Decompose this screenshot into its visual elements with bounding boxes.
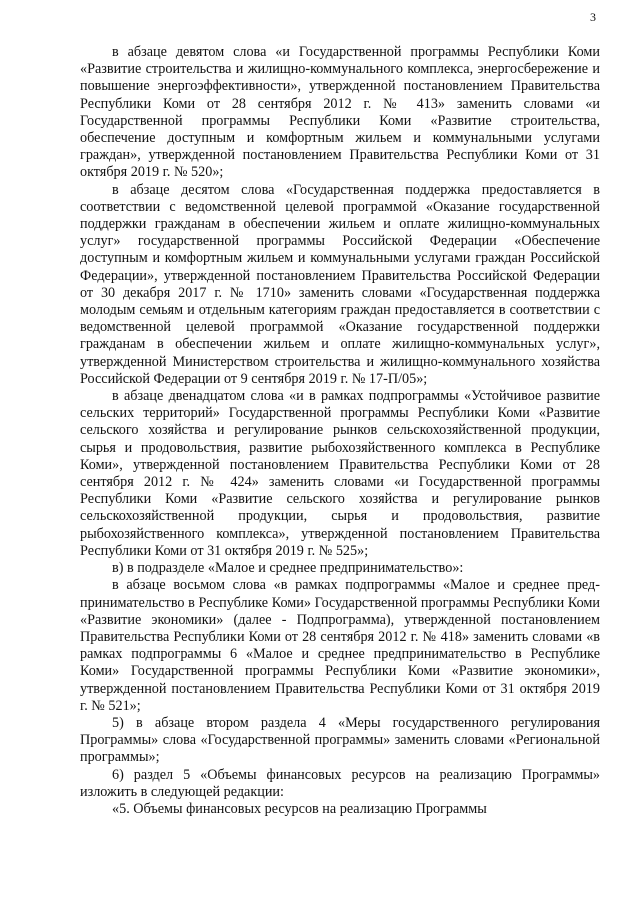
document-body bbox=[80, 44, 600, 818]
paragraph-7: 6) раздел 5 «Объемы финансовых ресурсов на реализацию Программы» изложить в следующей редакции: bbox=[80, 766, 600, 800]
page-number: 3 bbox=[590, 10, 596, 24]
paragraph-4: в) в подразделе «Малое и среднее предпринимательство»: bbox=[112, 560, 464, 577]
paragraph-5: в абзаце восьмом слова «в рамках подпрограммы «Малое и среднее предпринимательство в Республике Коми» Государственной программы Республики Коми «Развитие экономики» (далее - Подпрограмма), утвержденной постановлением Правительства Республики Коми от 28 сентября 2012 г. № 418» заменить словами «в рамках подпрограммы 6 «Малое и среднее предпринимательство в Республике Коми» Государственной программы Республики Коми «Развитие экономики», утвержденной постановлением Правительства Республики Коми от 31 октября 2019 г. № 521»; bbox=[80, 577, 600, 714]
paragraph-2: в абзаце десятом слова «Государственная поддержка предоставляется в соответствии с ведомственной целевой программой «Оказание государственной поддержки гражданам в обеспечении жильем и оплате жилищно-коммунальных услуг» государственной программы Российской Федерации «Обеспечение доступным и комфортным жильем и коммунальными услугами граждан Российской Федерации», утвержденной постановлением Правительства Российской Федерации от 30 декабря 2017 г. № 1710» заменить словами «Государственная поддержка молодым семьям и отдельным категориям граждан предоставляется в соответствии с ведомственной целевой программой «Оказание государственной поддержки гражданам в обеспечении жильем и оплате жилищно-коммунальных услуг», утвержденной Министерством строительства и жилищно-коммунального хозяйства Российской Федерации от 9 сентября 2019 г. № 17-П/05»; bbox=[80, 181, 600, 387]
paragraph-6: 5) в абзаце втором раздела 4 «Меры государственного регулирования Программы» слова «Государственной программы» заменить словами «Региональной программы»; bbox=[80, 714, 600, 766]
paragraph-3: в абзаце двенадцатом слова «и в рамках подпрограммы «Устойчивое развитие сельских территорий» Государственной программы Республики Коми «Развитие сельского хозяйства и регулирование рынков сельскохозяйственной продукции, сырья и продовольствия, развитие рыбохозяйственного комплекса в Республике Коми», утвержденной постановлением Правительства Республики Коми от 28 сентября 2012 г. № 424» заменить словами «и Государственной программы Республики Коми «Развитие сельского хозяйства и регулирование рынков сельскохозяйственной продукции, сырья и продовольствия, развитие рыбохозяйственного комплекса», утвержденной постановлением Правительства Республики Коми от 31 октября 2019 г. № 525»; bbox=[80, 388, 600, 559]
section-heading-5: «5. Объемы финансовых ресурсов на реализацию Программы bbox=[112, 800, 487, 817]
paragraph-1: в абзаце девятом слова «и Государственной программы Республики Коми «Развитие строительства и жилищно-коммунального комплекса, энергосбережение и повышение энергоэффективности», утвержденной постановлением Правительства Республики Коми от 28 сентября 2012 г. № 413» заменить словами «и Государственной программы Республики Коми «Развитие строительства, обеспечение доступным и комфортным жильем и коммунальными услугами граждан», утвержденной постановлением Правительства Республики Коми от 31 октября 2019 г. № 520»; bbox=[80, 44, 600, 181]
